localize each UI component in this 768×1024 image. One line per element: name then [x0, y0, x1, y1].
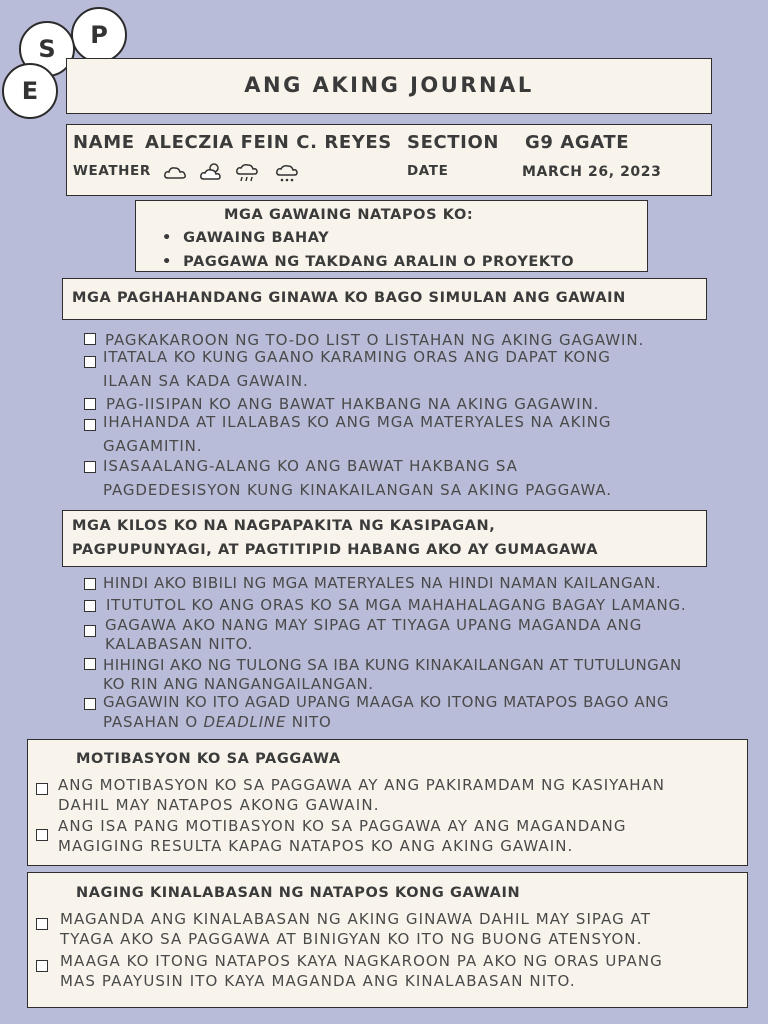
- preparation-text: PAGKAKAROON NG TO-DO LIST O LISTAHAN NG AKING GAGAWIN.: [105, 331, 645, 349]
- preparations-heading: MGA PAGHAHANDANG GINAWA KO BAGO SIMULAN ANG GAWAIN: [72, 290, 626, 306]
- action-text: KALABASAN NITO.: [105, 635, 254, 653]
- outcome-text: MAS PAAYUSIN ITO KAYA MAGANDA ANG KINALABASAN NITO.: [60, 972, 576, 990]
- checkbox[interactable]: [84, 398, 96, 410]
- name-label: NAME: [73, 132, 135, 153]
- checkbox[interactable]: [84, 356, 96, 368]
- motivation-text: MAGIGING RESULTA KAPAG NATAPOS KO ANG AKING GAWAIN.: [58, 837, 574, 855]
- motivation-text: ANG ISA PANG MOTIBASYON KO SA PAGGAWA AY ANG MAGANDANG: [58, 817, 627, 835]
- checkbox[interactable]: [36, 960, 48, 972]
- outcome-text: MAGANDA ANG KINALABASAN NG AKING GINAWA DAHIL MAY SIPAG AT: [60, 910, 651, 928]
- outcome-heading: NAGING KINALABASAN NG NATAPOS KONG GAWAIN: [76, 885, 521, 901]
- preparations-heading-box: [62, 278, 707, 320]
- checkbox[interactable]: [84, 419, 96, 431]
- checkbox[interactable]: [36, 829, 48, 841]
- tasks-heading: MGA GAWAING NATAPOS KO:: [224, 207, 474, 223]
- rain-cloud-icon: [235, 162, 261, 184]
- checkbox[interactable]: [84, 578, 96, 590]
- task-item: • PAGGAWA NG TAKDANG ARALIN O PROYEKTO: [162, 254, 575, 270]
- action-text: GAGAWIN KO ITO AGAD UPANG MAAGA KO ITONG MATAPOS BAGO ANG: [103, 693, 670, 711]
- action-text: ITUTUTOL KO ANG ORAS KO SA MGA MAHAHALAGANG BAGAY LAMANG.: [106, 596, 687, 614]
- actions-heading: PAGPUPUNYAGI, AT PAGTITIPID HABANG AKO AY GUMAGAWA: [72, 542, 599, 558]
- section-label: SECTION: [407, 132, 500, 153]
- name-value: ALECZIA FEIN C. REYES: [145, 132, 392, 153]
- action-text: GAGAWA AKO NANG MAY SIPAG AT TIYAGA UPANG MAGANDA ANG: [105, 616, 643, 634]
- outcome-text: TYAGA AKO SA PAGGAWA AT BINIGYAN KO ITO NG BUONG ATENSYON.: [60, 930, 643, 948]
- weather-label: WEATHER: [73, 163, 151, 179]
- action-text: [103, 713, 332, 731]
- checkbox[interactable]: [36, 783, 48, 795]
- badge-e: E: [2, 63, 58, 119]
- sun-cloud-icon: [199, 161, 225, 183]
- outcome-box: [27, 872, 748, 1008]
- action-text-part: NITO: [286, 713, 332, 731]
- preparation-text: GAGAMITIN.: [103, 437, 203, 455]
- snow-cloud-icon: [275, 163, 301, 185]
- badge-s: S: [19, 21, 75, 77]
- date-label: DATE: [407, 163, 449, 179]
- checkbox[interactable]: [84, 600, 96, 612]
- checkbox[interactable]: [84, 625, 96, 637]
- motivation-text: ANG MOTIBASYON KO SA PAGGAWA AY ANG PAKIRAMDAM NG KASIYAHAN: [58, 776, 665, 794]
- preparation-text: PAGDEDESISYON KUNG KINAKAILANGAN SA AKING PAGGAWA.: [103, 481, 612, 499]
- motivation-text: DAHIL MAY NATAPOS AKONG GAWAIN.: [58, 796, 380, 814]
- preparation-text: ITATALA KO KUNG GAANO KARAMING ORAS ANG DAPAT KONG: [103, 348, 611, 366]
- preparation-text: IHAHANDA AT ILALABAS KO ANG MGA MATERYALES NA AKING: [103, 413, 612, 431]
- checkbox[interactable]: [84, 333, 96, 345]
- tasks-box: [135, 200, 648, 272]
- preparation-text: ILAAN SA KADA GAWAIN.: [103, 372, 309, 390]
- action-text-part: PASAHAN O: [103, 713, 204, 731]
- outcome-text: MAAGA KO ITONG NATAPOS KAYA NAGKAROON PA AKO NG ORAS UPANG: [60, 952, 663, 970]
- badge-p: P: [71, 7, 127, 63]
- info-box: [66, 124, 712, 196]
- title-box: [66, 58, 712, 114]
- checkbox[interactable]: [84, 658, 96, 670]
- actions-heading: MGA KILOS KO NA NAGPAPAKITA NG KASIPAGAN,: [72, 518, 496, 534]
- motivation-heading: MOTIBASYON KO SA PAGGAWA: [76, 751, 341, 767]
- motivation-box: [27, 739, 748, 866]
- actions-heading-box: [62, 510, 707, 567]
- preparation-text: ISASAALANG-ALANG KO ANG BAWAT HAKBANG SA: [103, 457, 518, 475]
- checkbox[interactable]: [84, 698, 96, 710]
- action-text: KO RIN ANG NANGANGAILANGAN.: [103, 675, 374, 693]
- deadline-word: DEADLINE: [203, 713, 287, 731]
- page-title: ANG AKING JOURNAL: [244, 73, 534, 97]
- action-text: HINDI AKO BIBILI NG MGA MATERYALES NA HINDI NAMAN KAILANGAN.: [103, 574, 662, 592]
- checkbox[interactable]: [84, 461, 96, 473]
- date-value: MARCH 26, 2023: [522, 164, 662, 180]
- section-value: G9 AGATE: [525, 132, 630, 153]
- preparation-text: PAG-IISIPAN KO ANG BAWAT HAKBANG NA AKING GAGAWIN.: [106, 395, 600, 413]
- checkbox[interactable]: [36, 918, 48, 930]
- action-text: HIHINGI AKO NG TULONG SA IBA KUNG KINAKAILANGAN AT TUTULUNGAN: [103, 656, 682, 674]
- task-item: • GAWAING BAHAY: [162, 230, 330, 246]
- partly-cloudy-icon: [163, 163, 189, 183]
